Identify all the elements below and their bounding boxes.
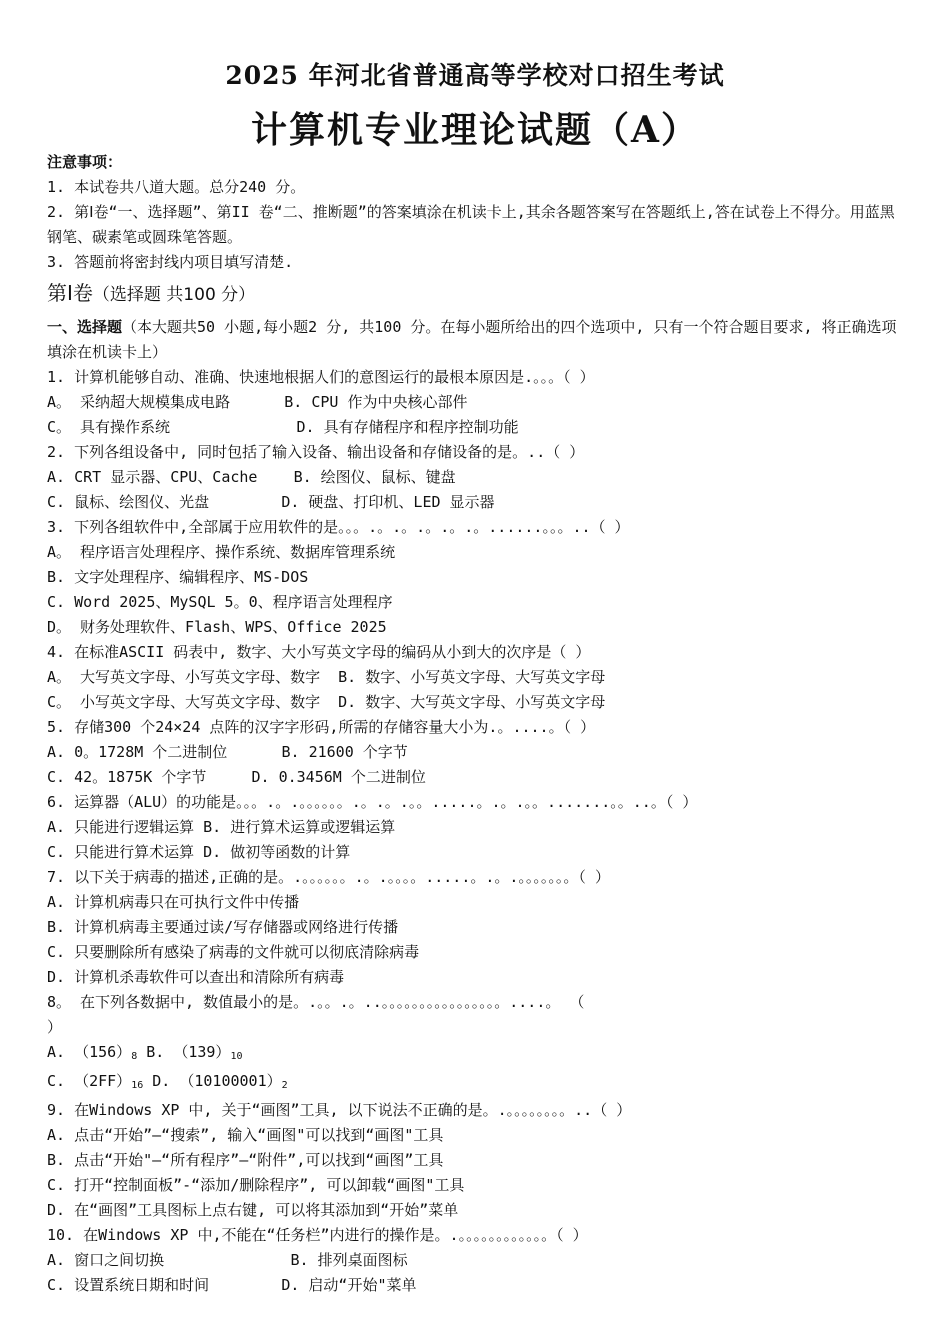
part-heading [47, 279, 907, 309]
question-option: A. 计算机病毒只在可执行文件中传播 [47, 893, 300, 911]
question-stem: 8。 在下列各数据中, 数值最小的是。.。。.。..。。。。。。。。。。。。。。。。....。 （ [47, 993, 585, 1011]
question-option: C. Word 2025、MySQL 5。0、程序语言处理程序 [47, 593, 393, 611]
question-options: C. 42。1875K 个字节 D. 0.3456M 个二进制位 [47, 768, 426, 786]
question-stem: 7. 以下关于病毒的描述,正确的是。.。。。。。。.。.。。。。.....。.。.。。。。。。。（ ） [47, 868, 610, 886]
question-options: C。 具有操作系统 D. 具有存储程序和程序控制功能 [47, 418, 519, 436]
option-c: C. （2FF） [47, 1072, 132, 1090]
question-stem: 3. 下列各组软件中,全部属于应用软件的是。。。.。.。.。.。.。......。。。..（ ） [47, 518, 630, 536]
question-stem: 2. 下列各组设备中, 同时包括了输入设备、输出设备和存储设备的是。..（ ） [47, 443, 585, 461]
part-title: 第Ⅰ卷 [47, 281, 93, 305]
exam-title: 2025 年河北省普通高等学校对口招生考试 [225, 61, 725, 90]
question-stem: 9. 在Windows XP 中, 关于“画图”工具, 以下说法不正确的是。.。。。。。。。。..（ ） [47, 1101, 632, 1119]
note-item: 3. 答题前将密封线内项目填写清楚. [47, 253, 294, 271]
question-options [47, 1069, 907, 1098]
base-subscript: 2 [281, 1080, 288, 1091]
question-option: A。 程序语言处理程序、操作系统、数据库管理系统 [47, 543, 396, 561]
base-subscript: 10 [230, 1051, 243, 1062]
question-options: C. 设置系统日期和时间 D. 启动“开始"菜单 [47, 1276, 417, 1294]
note-item: 2. 第Ⅰ卷“一、选择题”、第II 卷“二、推断题”的答案填涂在机读卡上,其余各题答案写在答题纸上,答在试卷上不得分。用蓝黑钢笔、碳素笔或圆珠笔答题。 [47, 203, 895, 246]
question-options: A. CRT 显示器、CPU、Cache B. 绘图仪、鼠标、键盘 [47, 468, 456, 486]
question-options: A. 0。1728M 个二进制位 B. 21600 个字节 [47, 743, 408, 761]
question-stem: 1. 计算机能够自动、准确、快速地根据人们的意图运行的最根本原因是.。。。（ ） [47, 368, 595, 386]
notes-heading: 注意事项： [47, 153, 123, 171]
option-b: B. （139） [137, 1043, 231, 1061]
question-stem: 4. 在标准ASCII 码表中, 数字、大小写英文字母的编码从小到大的次序是（ ） [47, 643, 591, 661]
base-subscript: 8 [131, 1051, 138, 1062]
option-d: D. （10100001） [143, 1072, 282, 1090]
question-option: D。 财务处理软件、Flash、WPS、Office 2025 [47, 618, 387, 636]
question-stem: 5. 存储300 个24×24 点阵的汉字字形码,所需的存储容量大小为.。....。（ ） [47, 718, 596, 736]
question-option: A. 点击“开始”—“搜索”, 输入“画图"可以找到“画图"工具 [47, 1126, 444, 1144]
question-option: C. 只要删除所有感染了病毒的文件就可以彻底清除病毒 [47, 943, 420, 961]
question-options: A。 大写英文字母、小写英文字母、数字 B. 数字、小写英文字母、大写英文字母 [47, 668, 606, 686]
question-options: A. 只能进行逻辑运算 B. 进行算术运算或逻辑运算 [47, 818, 396, 836]
question-option: C. 打开“控制面板”-“添加/删除程序”, 可以卸载“画图"工具 [47, 1176, 465, 1194]
section-title: 一、选择题 [47, 318, 123, 336]
question-option: B. 计算机病毒主要通过读/写存储器或网络进行传播 [47, 918, 399, 936]
question-options: A。 采纳超大规模集成电路 B. CPU 作为中央核心部件 [47, 393, 468, 411]
exam-subtitle: 计算机专业理论试题（A） [251, 109, 699, 151]
question-options: C。 小写英文字母、大写英文字母、数字 D. 数字、大写英文字母、小写英文字母 [47, 693, 606, 711]
question-stem: 10. 在Windows XP 中,不能在“任务栏”内进行的操作是。.。。。。。。。。。。。。（ ） [47, 1226, 588, 1244]
question-options: C. 只能进行算术运算 D. 做初等函数的计算 [47, 843, 351, 861]
question-option: B. 文字处理程序、编辑程序、MS-DOS [47, 568, 309, 586]
question-option: D. 在“画图”工具图标上点右键, 可以将其添加到“开始”菜单 [47, 1201, 459, 1219]
exam-body [47, 150, 907, 1298]
section-intro: （本大题共50 小题,每小题2 分, 共100 分。在每小题所给出的四个选项中, 只有一个符合题目要求, 将正确选项填涂在机读卡上） [47, 318, 897, 361]
base-subscript: 16 [131, 1080, 144, 1091]
question-stem: 6. 运算器（ALU）的功能是。。。.。.。。。。。。.。.。.。。.....。.。.。。.......。。..。（ ） [47, 793, 698, 811]
section-heading [47, 315, 907, 365]
question-stem-cont: ） [47, 1018, 63, 1036]
part-subtitle: （选择题 共100 分） [92, 285, 256, 305]
question-option: B. 点击“开始"—“所有程序”—“附件”,可以找到“画图”工具 [47, 1151, 444, 1169]
note-item: 1. 本试卷共八道大题。总分240 分。 [47, 178, 306, 196]
question-options: A. 窗口之间切换 B. 排列桌面图标 [47, 1251, 408, 1269]
question-options [47, 1040, 907, 1069]
question-option: D. 计算机杀毒软件可以查出和清除所有病毒 [47, 968, 345, 986]
question-options: C. 鼠标、绘图仪、光盘 D. 硬盘、打印机、LED 显示器 [47, 493, 495, 511]
option-a: A. （156） [47, 1043, 132, 1061]
